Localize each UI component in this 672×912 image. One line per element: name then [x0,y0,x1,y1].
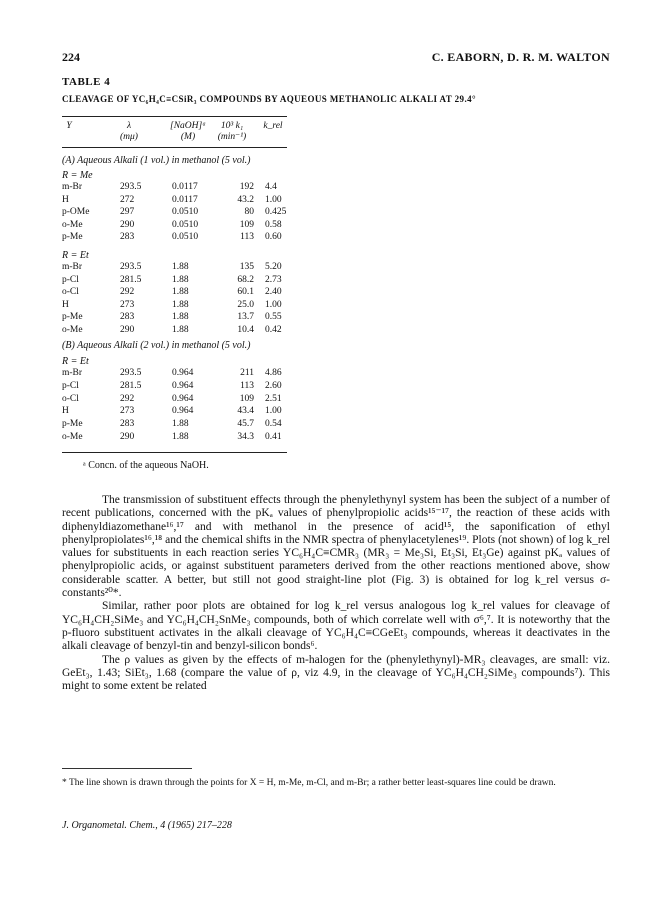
cell-y: p-Me [62,232,83,243]
section-b-group-et-label: R = Et [62,356,89,367]
cell-lambda: 292 [120,393,135,404]
cell-naoh: 0.964 [172,393,194,404]
cell-y: p-Me [62,312,83,323]
col-head-krel: k_rel [263,121,283,131]
cell-krel: 2.51 [265,393,282,404]
table-row [62,325,292,336]
cell-k: 113 [240,380,254,391]
cell-lambda: 272 [120,194,135,205]
cell-lambda: 281.5 [120,380,142,391]
cell-k: 109 [239,393,254,404]
cell-krel: 5.20 [265,262,282,272]
cell-k: 13.7 [237,312,254,323]
cell-naoh: 0.964 [172,368,194,378]
table-label: TABLE 4 [62,76,111,88]
cell-y: o-Cl [62,287,79,298]
paragraph-1: The transmission of substituent effects through the phenylethynyl system has been the subject of a number of recent publications, concerned with the pKₐ values of phenylpropiolic acids¹⁵⁻¹⁷, the reaction of these acids with diphenyldiazomethane¹⁶,¹⁷ and with methanol in the presence of acid¹⁵, the saponification of ethyl phenylpropiolates¹⁶,¹⁸ and the chemical shifts in the NMR spectra of phenylacetylenes¹⁹. Plots (not shown) of log k_rel values for substituents in each reaction series YC₆H₄C≡CMR₃ (MR₃ = Me₃Si, Et₃Si, Et₃Ge) against pKₐ values of phenylpropiolic acids, or against substituent parameters derived from the other reactions mentioned above, show considerable scatter. A better, but still not good straight-line plot (Fig. 3) is obtained for log k_rel versus σ-constants²⁰*. [62,494,610,600]
col-head-lambda [114,121,144,143]
cell-lambda: 297 [120,207,135,218]
cell-krel: 1.00 [265,299,282,310]
cell-k: 25.0 [237,299,254,310]
cell-k: 43.4 [237,406,254,417]
table-row [62,220,292,231]
cell-lambda: 283 [120,419,135,430]
cell-y: o-Cl [62,393,79,404]
col-head-naoh [166,121,210,143]
running-head-authors: C. EABORN, D. R. M. WALTON [431,50,610,64]
table-row [62,287,292,298]
cell-k: 68.2 [237,274,254,285]
paragraph-2: Similar, rather poor plots are obtained for log k_rel versus analogous log k_rel values for cleavage of YC₆H₄CH₂SiMe₃ and YC₆H₄CH₂SnMe₃ compounds, both of which correlate well with σ⁶,⁷. It is noteworthy that the p-fluoro substituent activates in the alkali cleavage of YC₆H₄C≡CGeEt₃ compounds, whereas it deactivates in the alkali cleavage of benzyl-tin and benzyl-silicon bonds⁶. [62,600,610,653]
cell-lambda: 273 [120,299,135,310]
cell-naoh: 0.0510 [172,207,199,218]
col-head-k-label: 10³ k₁ [220,121,244,131]
table-head-rule [62,147,287,148]
cell-lambda: 273 [120,406,135,417]
cell-y: H [62,299,69,310]
cell-lambda: 292 [120,287,135,298]
cell-krel: 1.00 [265,406,282,417]
cell-naoh: 1.88 [172,432,189,442]
cell-k: 192 [239,182,254,192]
table-row [62,207,292,218]
page-footnote: * The line shown is drawn through the points for X = H, m-Me, m-Cl, and m-Br; a rather better least-squares line could be drawn. [62,778,556,788]
table-row [62,195,292,206]
table-bottom-rule [62,452,287,453]
cell-k: 135 [239,262,254,272]
cell-k: 34.3 [237,432,254,442]
cell-k: 211 [240,368,254,378]
table-row [62,368,292,379]
cell-k: 113 [240,232,254,243]
cell-naoh: 1.88 [172,274,189,285]
cell-lambda: 283 [120,312,135,323]
cell-lambda: 290 [120,432,135,442]
col-head-lambda-unit: (mμ) [120,132,138,142]
table-row [62,432,292,443]
cell-naoh: 1.88 [172,299,189,310]
journal-citation: J. Organometal. Chem., 4 (1965) 217–228 [62,820,232,831]
cell-y: p-OMe [62,207,90,218]
cell-naoh: 1.88 [172,312,189,323]
table-caption: CLEAVAGE OF YC₆H₄C≡CSiR₃ COMPOUNDS BY AQUEOUS METHANOLIC ALKALI AT 29.4° [62,94,477,104]
cell-lambda: 293.5 [120,182,142,192]
cell-krel: 0.42 [265,325,282,335]
table-row [62,182,292,193]
section-b-title: (B) Aqueous Alkali (2 vol.) in methanol (5 vol.) [62,340,251,351]
cell-krel: 4.4 [265,182,277,192]
col-head-k [210,121,254,143]
cell-y: p-Me [62,419,83,430]
cell-y: p-Cl [62,380,79,391]
cell-k: 80 [244,207,254,218]
body-text [62,494,610,693]
table-row [62,312,292,323]
cell-naoh: 0.0117 [172,182,198,192]
table-footnote: ᵃ Concn. of the aqueous NaOH. [83,460,209,471]
cell-naoh: 0.0510 [172,232,199,243]
page-number: 224 [62,50,80,64]
cell-krel: 0.425 [265,207,287,218]
cell-lambda: 281.5 [120,274,142,285]
table-row [62,300,292,311]
cell-lambda: 283 [120,232,135,243]
col-head-k-unit: (min⁻¹) [217,132,247,142]
cell-krel: 1.00 [265,194,282,205]
table-row [62,232,292,243]
cell-k: 43.2 [237,194,254,205]
cell-krel: 2.73 [265,274,282,285]
cell-krel: 0.55 [265,312,282,323]
footnote-rule [62,768,192,769]
cell-lambda: 290 [120,219,135,230]
col-head-lambda-symbol: λ [126,121,132,131]
col-head-naoh-label: [NaOH]ᵃ [170,121,206,131]
table-row [62,262,292,273]
cell-krel: 4.86 [265,368,282,378]
cell-lambda: 290 [120,325,135,335]
cell-y: H [62,194,69,205]
cell-y: m-Br [62,182,83,192]
table-top-rule [62,116,287,117]
cell-k: 60.1 [237,287,254,298]
cell-lambda: 293.5 [120,262,142,272]
cell-naoh: 0.0117 [172,194,198,205]
cell-y: o-Me [62,432,83,442]
cell-lambda: 293.5 [120,368,142,378]
cell-krel: 0.58 [265,219,282,230]
table-row [62,406,292,417]
cell-k: 45.7 [237,419,254,430]
section-a-title: (A) Aqueous Alkali (1 vol.) in methanol (5 vol.) [62,155,251,166]
cell-krel: 2.60 [265,380,282,391]
cell-naoh: 0.964 [172,380,194,391]
cell-krel: 0.60 [265,232,282,243]
cell-krel: 2.40 [265,287,282,298]
table-row [62,275,292,286]
cell-y: o-Me [62,219,83,230]
page-header [62,50,610,66]
cell-naoh: 1.88 [172,262,189,272]
cell-naoh: 1.88 [172,287,189,298]
cell-y: p-Cl [62,274,79,285]
table-row [62,394,292,405]
cell-y: o-Me [62,325,83,335]
table-row [62,381,292,392]
table-row [62,419,292,430]
cell-k: 109 [239,219,254,230]
cell-k: 10.4 [237,325,254,335]
cell-naoh: 0.964 [172,406,194,417]
section-a-group-me-label: R = Me [62,170,93,181]
col-head-naoh-unit: (M) [180,132,196,142]
cell-y: m-Br [62,262,83,272]
section-a-group-et-label: R = Et [62,250,89,261]
cell-naoh: 0.0510 [172,219,199,230]
cell-y: m-Br [62,368,83,378]
col-head-y: Y [66,121,72,131]
paragraph-3: The ρ values as given by the effects of m-halogen for the (phenylethynyl)-MR₃ cleavages, are small: viz. GeEt₃, 1.43; SiEt₃, 1.68 (compare the value of ρ, viz 4.9, in the cleavage of YC₆H₄CH₂SiMe₃ compounds⁷). This might to some extent be related [62,653,610,693]
cell-krel: 0.54 [265,419,282,430]
cell-y: H [62,406,69,417]
cell-naoh: 1.88 [172,419,189,430]
cell-krel: 0.41 [265,432,282,442]
cell-naoh: 1.88 [172,325,189,335]
